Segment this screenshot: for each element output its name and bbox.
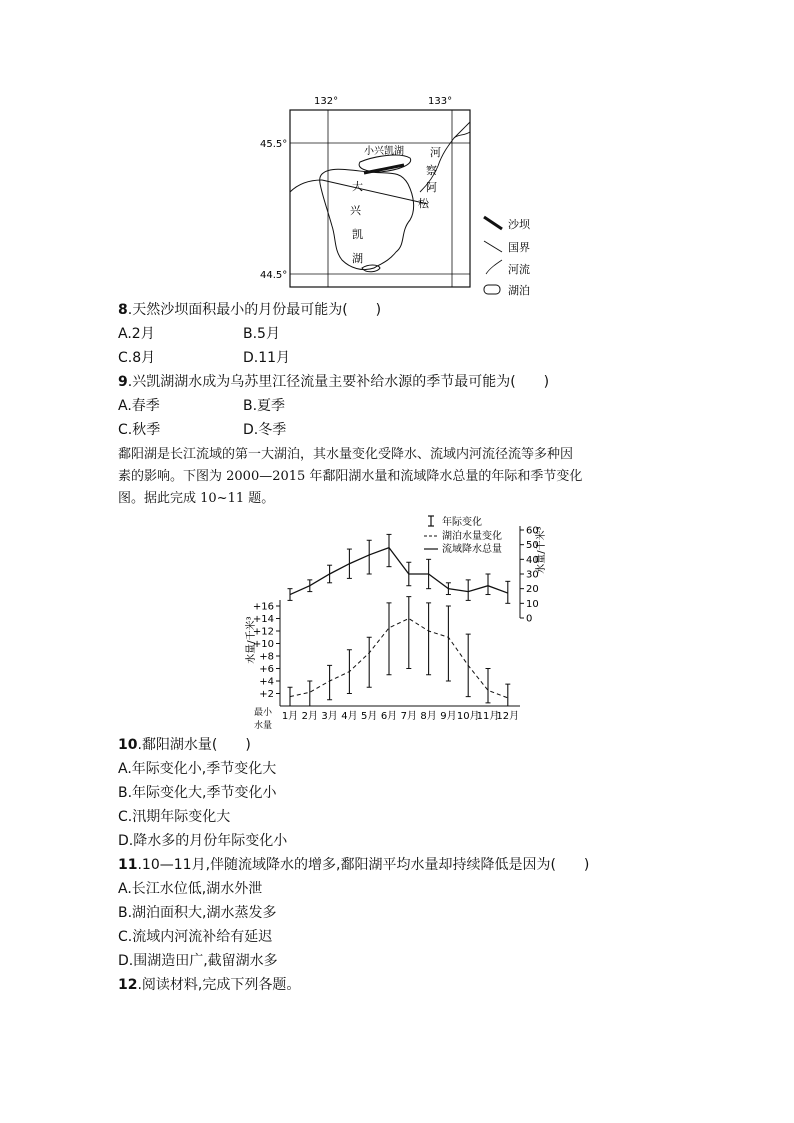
left-axis-tick-label: +2	[259, 689, 274, 700]
q9-option-c[interactable]: C.秋季	[118, 422, 161, 438]
question-11-stem: .10—11月,伴随流域降水的增多,鄱阳湖平均水量却持续降低是因为( )	[137, 857, 590, 873]
passage-line-2: 素的影响。下图为 2000—2015 年鄱阳湖水量和流域降水总量的年际和季节变化	[118, 469, 583, 484]
question-8-stem: .天然沙坝面积最小的月份最可能为( )	[127, 302, 382, 318]
q8-option-b[interactable]: B.5月	[243, 326, 280, 342]
x-tick-label: 7月	[400, 711, 417, 722]
left-axis-tick-label: +12	[252, 626, 274, 638]
lon-label-132: 132°	[314, 96, 339, 107]
river-char-2: 察	[426, 164, 437, 177]
question-9-number: 9	[118, 374, 128, 390]
small-lake-label: 小兴凯湖	[364, 146, 404, 157]
question-10-number: 10	[118, 737, 138, 753]
legend-lake-icon	[484, 285, 500, 294]
map-frame	[290, 110, 470, 287]
q11-option-b[interactable]: B.湖泊面积大,湖水蒸发多	[118, 905, 277, 921]
q11-option-a[interactable]: A.长江水位低,湖水外泄	[118, 881, 263, 897]
x-tick-label: 4月	[341, 711, 358, 722]
x-tick-label: 3月	[321, 711, 338, 722]
x-tick-label: 9月	[440, 711, 457, 722]
right-axis-tick-label: 40	[526, 554, 539, 566]
legend-border-label: 国界	[508, 241, 530, 254]
left-axis-tick-label: +4	[259, 676, 274, 688]
legend-river-icon	[486, 260, 502, 274]
legend-label-precip: 流域降水总量	[442, 544, 502, 555]
reading-passage	[118, 444, 678, 510]
river-char-3: 阿	[426, 181, 437, 194]
question-9	[118, 372, 549, 392]
river-char-1: 河	[430, 146, 441, 159]
lat-label-45-5: 45.5°	[260, 139, 288, 150]
question-8-number: 8	[118, 302, 128, 318]
left-axis-tick-label: +8	[259, 651, 274, 663]
big-lake-outline	[320, 169, 414, 269]
legend-dam-icon	[484, 217, 502, 229]
big-lake-char-1: 大	[352, 180, 363, 193]
passage-line-3: 图。据此完成 10~11 题。	[118, 491, 275, 506]
right-axis-tick-label: 50	[526, 540, 539, 552]
lake-xingkai-map	[250, 92, 580, 302]
right-axis-tick-label: 60	[526, 525, 539, 537]
legend-label-range: 年际变化	[442, 517, 482, 528]
map-legend	[484, 217, 531, 297]
border-west	[290, 180, 322, 192]
right-axis-tick-label: 10	[526, 598, 539, 610]
question-12	[118, 975, 300, 995]
question-8	[118, 300, 381, 320]
q8-option-a[interactable]: A.2月	[118, 326, 155, 342]
right-axis-tick-label: 0	[526, 613, 533, 625]
right-axis-tick-label: 30	[526, 569, 539, 581]
x-tick-label: 8月	[420, 711, 437, 722]
left-axis-tick-label: +6	[259, 664, 274, 675]
q11-option-d[interactable]: D.围湖造田广,截留湖水多	[118, 953, 278, 969]
x-tick-label: 12月	[496, 711, 520, 722]
q10-option-c[interactable]: C.汛期年际变化大	[118, 809, 231, 825]
chart-legend	[424, 515, 502, 555]
x-tick-label: 6月	[380, 711, 398, 722]
q10-option-b[interactable]: B.年际变化大,季节变化小	[118, 785, 277, 801]
national-border	[322, 180, 428, 204]
left-axis-tick-label: +16	[252, 601, 274, 613]
q10-option-d[interactable]: D.降水多的月份年际变化小	[118, 833, 288, 849]
q9-option-b[interactable]: B.夏季	[243, 398, 286, 414]
left-axis-base-label-1: 最小	[254, 708, 273, 718]
legend-label-lake: 湖泊水量变化	[442, 531, 502, 542]
big-lake-char-2: 兴	[350, 204, 361, 217]
river-char-4: 松	[418, 197, 429, 210]
q8-option-c[interactable]: C.8月	[118, 350, 156, 366]
right-axis-tick-label: 20	[526, 584, 539, 596]
legend-border-icon	[484, 241, 502, 252]
passage-line-1: 鄱阳湖是长江流域的第一大湖泊，其水量变化受降水、流域内河流径流等多种因	[118, 447, 574, 462]
x-tick-label: 11月	[476, 711, 500, 722]
legend-lake-label: 湖泊	[508, 284, 530, 297]
left-axis-tick-label: +14	[252, 614, 274, 625]
big-lake-char-4: 湖	[352, 252, 363, 265]
q9-option-a[interactable]: A.春季	[118, 398, 160, 414]
lat-label-44-5: 44.5°	[260, 270, 288, 281]
q10-option-a[interactable]: A.年际变化小,季节变化大	[118, 761, 277, 777]
left-axis-base-label-2: 水量	[254, 721, 273, 731]
question-10	[118, 735, 251, 755]
question-11	[118, 855, 589, 875]
x-tick-label: 2月	[301, 711, 318, 722]
legend-river-label: 河流	[508, 263, 530, 276]
x-tick-label: 1月	[281, 711, 299, 722]
left-axis-tick-label: +10	[252, 639, 274, 650]
big-lake-char-3: 凯	[352, 228, 363, 241]
legend-dam-label: 沙坝	[508, 218, 530, 231]
lake-volume-line	[290, 619, 508, 698]
poyang-lake-chart	[240, 510, 570, 736]
q9-option-d[interactable]: D.冬季	[243, 422, 287, 438]
question-12-number: 12	[118, 977, 138, 993]
question-11-number: 11	[118, 857, 138, 873]
q11-option-c[interactable]: C.流域内河流补给有延迟	[118, 929, 273, 945]
q8-option-d[interactable]: D.11月	[243, 350, 291, 366]
question-10-stem: .鄱阳湖水量( )	[137, 737, 251, 753]
x-tick-label: 5月	[361, 711, 378, 722]
x-tick-label: 10月	[456, 711, 480, 722]
left-axis-label: 水量/千米³	[246, 616, 257, 664]
lon-label-133: 133°	[428, 96, 453, 107]
question-9-stem: .兴凯湖湖水成为乌苏里江径流量主要补给水源的季节最可能为( )	[127, 374, 550, 390]
question-12-stem: .阅读材料,完成下列各题。	[137, 977, 301, 993]
right-axis-label: 水量/千米³	[536, 526, 547, 574]
